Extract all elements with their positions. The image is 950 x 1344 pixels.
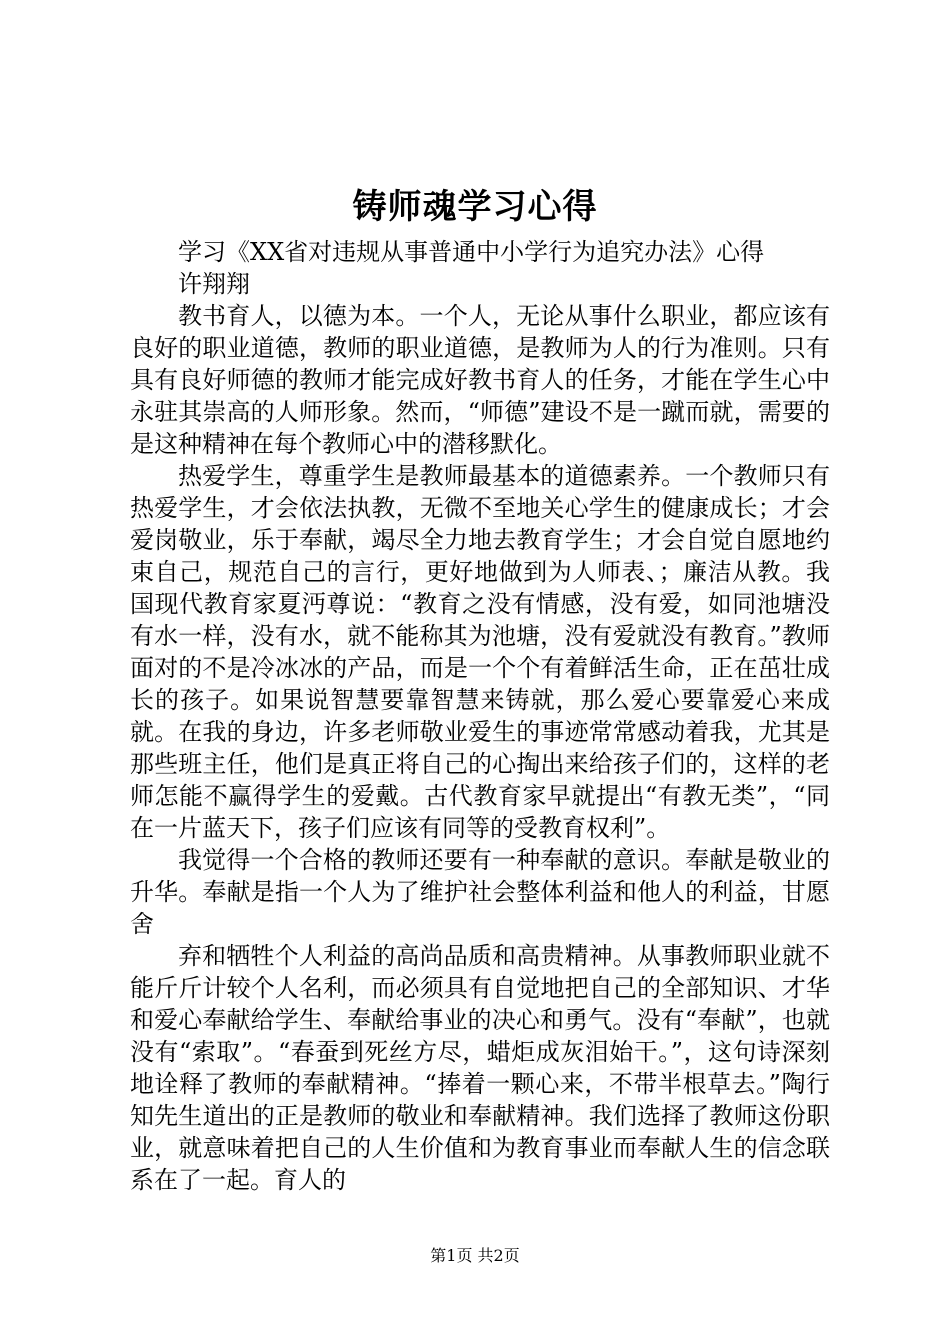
paragraph: 教书育人，以德为本。一个人，无论从事什么职业，都应该有良好的职业道德，教师的职业道德，是教师为人的行为准则。只有具有良好师德的教师才能完成好教书育人的任务，才能在学生心中永驻其崇高的人师形象。然而，“师德”建设不是一蹴而就，需要的是这种精神在每个教师心中的潜移默化。 xyxy=(130,302,830,458)
document-title: 铸师魂学习心得 xyxy=(352,187,598,227)
paragraph: 我觉得一个合格的教师还要有一种奉献的意识。奉献是敬业的升华。奉献是指一个人为了维护社会整体利益和他人的利益，甘愿舍 xyxy=(130,846,830,938)
document-subtitle: 学习《XX省对违规从事普通中小学行为追究办法》心得 xyxy=(178,238,765,266)
paragraph: 热爱学生，尊重学生是教师最基本的道德素养。一个教师只有热爱学生，才会依法执教，无微不至地关心学生的健康成长；才会爱岗敬业，乐于奉献，竭尽全力地去教育学生；才会自觉自愿地约束自己，规范自己的言行，更好地做到为人师表、；廉洁从教。我国现代教育家夏沔尊说：“教育之没有情感，没有爱，如同池塘没有水一样，没有水，就不能称其为池塘，没有爱就没有教育。”教师面对的不是冷冰冰的产品，而是一个个有着鲜活生命，正在茁壮成长的孩子。如果说智慧要靠智慧来铸就，那么爱心要靠爱心来成就。在我的身边，许多老师敬业爱生的事迹常常感动着我，尤其是那些班主任，他们是真正将自己的心掏出来给孩子们的，这样的老师怎能不赢得学生的爱戴。古代教育家早就提出“有教无类”，“同在一片蓝天下，孩子们应该有同等的受教育权利”。 xyxy=(130,462,830,842)
page-footer: 第1页 共2页 xyxy=(430,1246,520,1265)
document-body xyxy=(130,236,830,1196)
paragraph: 弃和牺牲个人利益的高尚品质和高贵精神。从事教师职业就不能斤斤计较个人名利，而必须具有自觉地把自己的全部知识、才华和爱心奉献给学生、奉献给事业的决心和勇气。没有“奉献”，也就没有“索取”。“春蚕到死丝方尽，蜡炬成灰泪始干。”，这句诗深刻地诠释了教师的奉献精神。“捧着一颗心来，不带半根草去。”陶行知先生道出的正是教师的敬业和奉献精神。我们选择了教师这份职业，就意味着把自己的人生价值和为教育事业而奉献人生的信念联系在了一起。育人的 xyxy=(130,942,830,1194)
author-name: 许翔翔 xyxy=(178,270,250,298)
